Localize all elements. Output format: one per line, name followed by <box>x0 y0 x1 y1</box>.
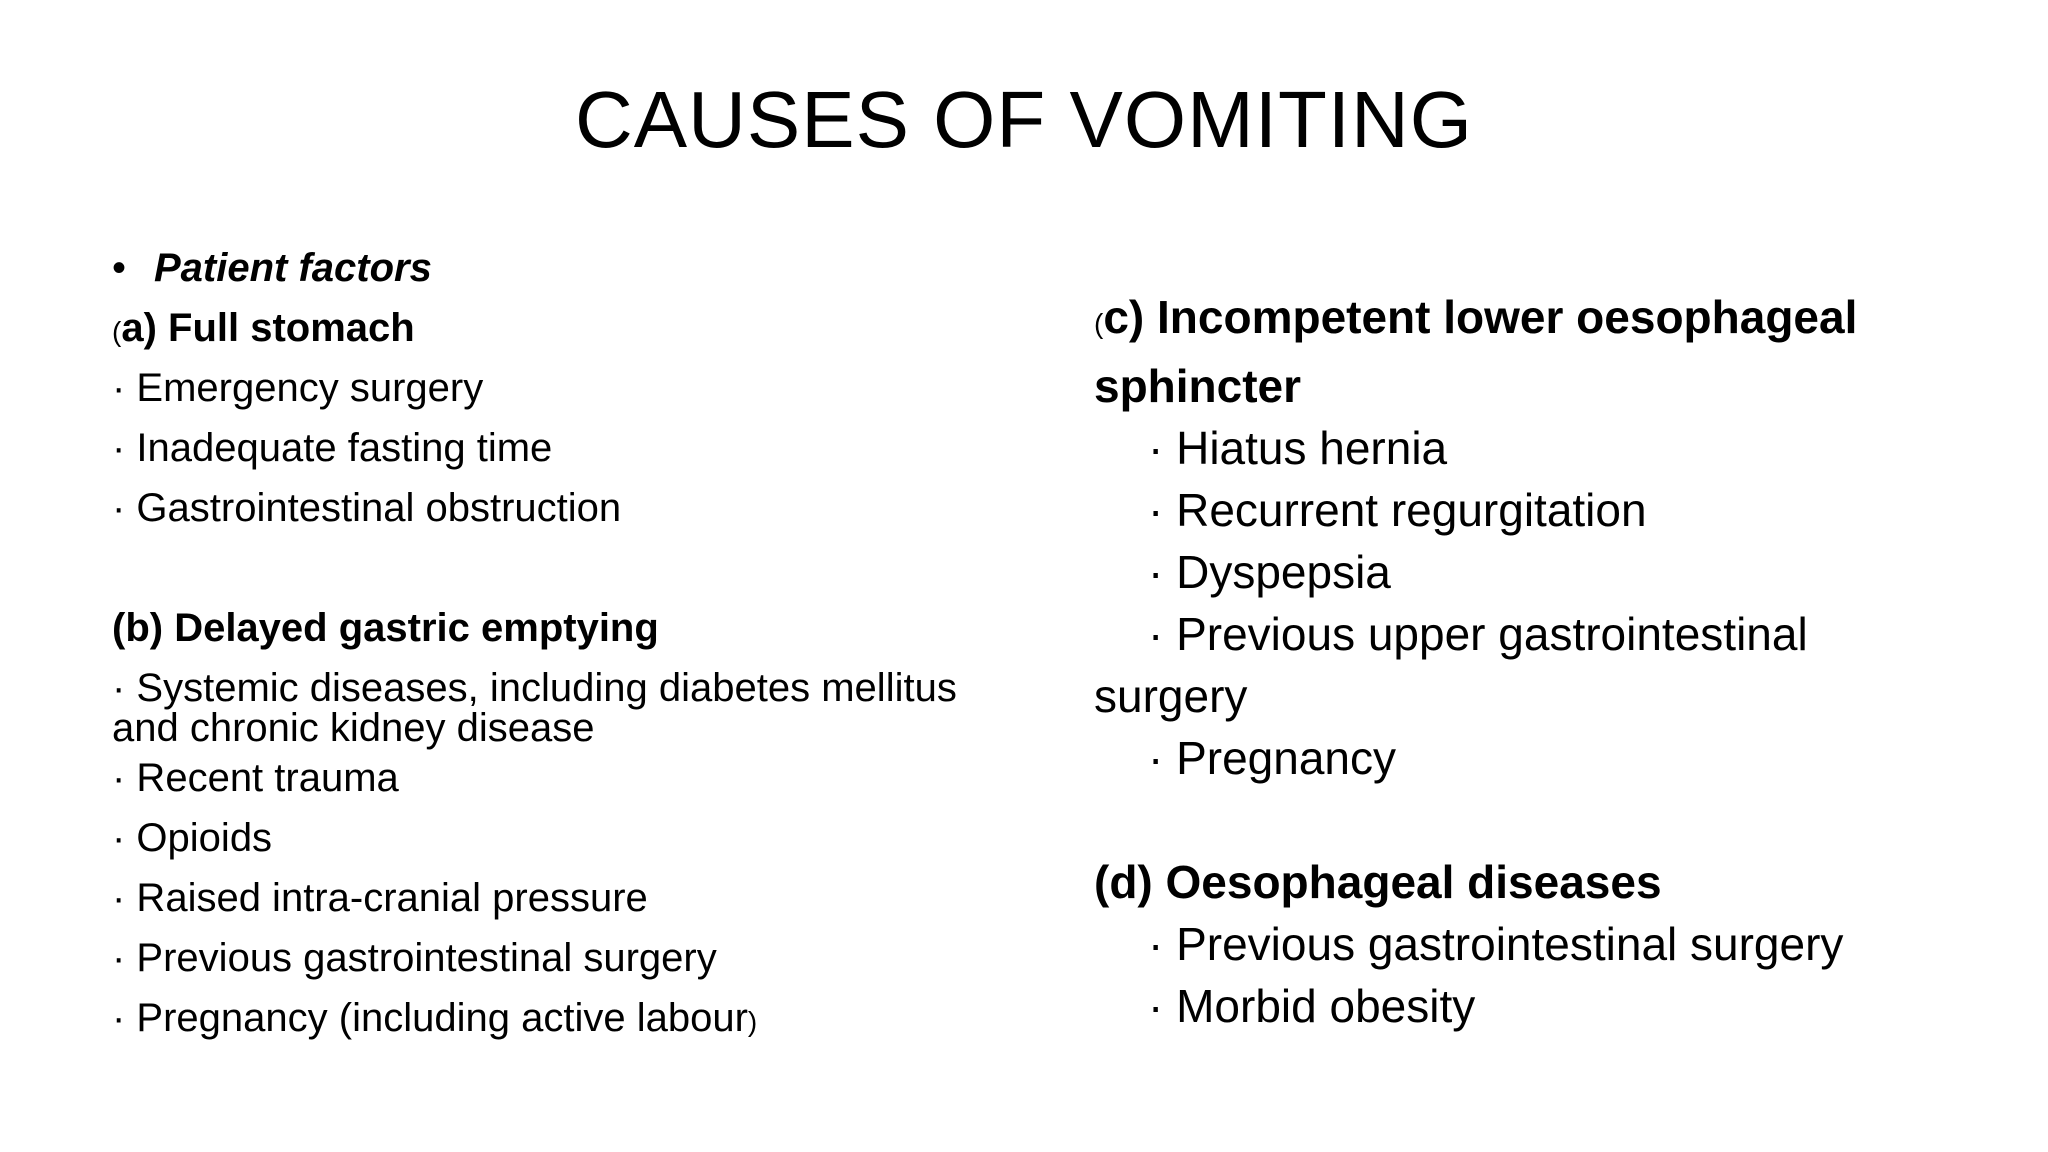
list-item: · Hiatus hernia <box>1148 422 1448 474</box>
group-a-heading: (a) Full stomach <box>112 306 415 350</box>
list-item-continuation: surgery <box>1094 670 1248 722</box>
section-heading-patient-factors <box>112 238 972 298</box>
list-item: · Previous gastrointestinal surgery <box>1148 918 1844 970</box>
list-item: · Dyspepsia <box>1148 546 1391 598</box>
list-item: · Opioids <box>112 816 273 860</box>
slide-title: CAUSES OF VOMITING <box>574 75 1474 164</box>
list-item: · Recent trauma <box>112 756 399 800</box>
list-item: · Recurrent regurgitation <box>1148 484 1647 536</box>
list-item: · Raised intra-cranial pressure <box>112 876 648 920</box>
bullet-icon: • <box>112 246 127 290</box>
spacer <box>1094 789 1994 851</box>
list-item: · Gastrointestinal obstruction <box>112 486 622 530</box>
group-d-heading: (d) Oesophageal diseases <box>1094 856 1662 908</box>
group-b-heading: (b) Delayed gastric emptying <box>112 606 659 650</box>
group-c-heading: (c) Incompetent lower oesophageal sphincter <box>1094 291 1858 412</box>
list-item: · Previous gastrointestinal surgery <box>112 936 717 980</box>
spacer <box>112 538 972 598</box>
list-item: · Emergency surgery <box>112 366 484 410</box>
list-item: · Inadequate fasting time <box>112 426 553 470</box>
list-item: · Previous upper gastrointestinal <box>1148 608 1808 660</box>
right-column <box>1094 286 1994 1037</box>
section-title: Patient factors <box>154 246 432 290</box>
left-column <box>112 238 972 1048</box>
list-item: · Systemic diseases, including diabetes mellitus and chronic kidney disease <box>112 666 957 750</box>
list-item: · Morbid obesity <box>1148 980 1476 1032</box>
list-item: · Pregnancy <box>1148 732 1397 784</box>
list-item: · Pregnancy (including active labour) <box>112 996 758 1040</box>
